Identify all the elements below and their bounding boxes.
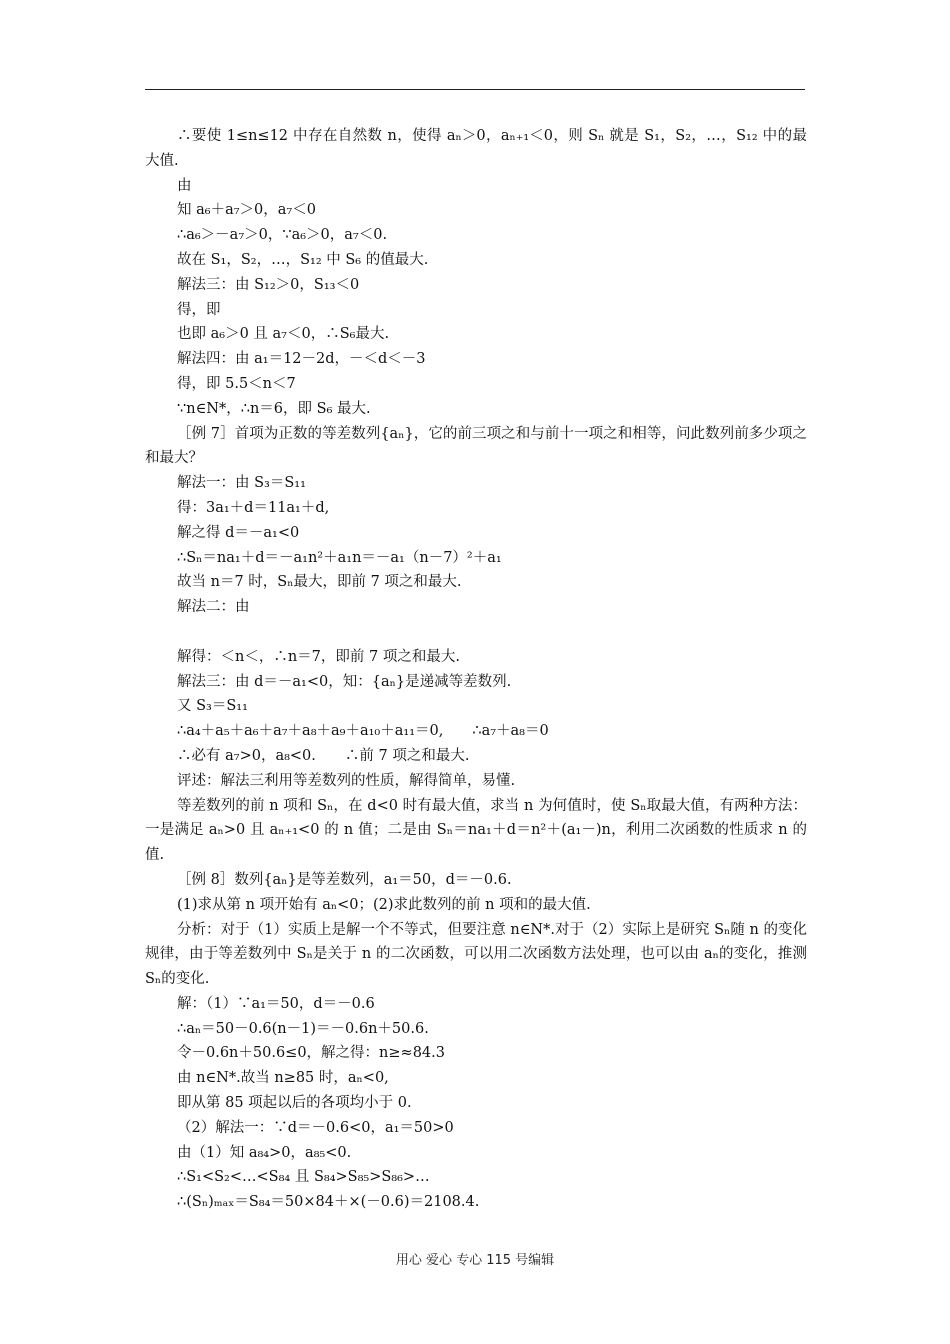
text-line: 由 n∈N*.故当 n≥85 时，aₙ<0, (177, 1070, 389, 1087)
text-line: ∴a₄＋a₅＋a₆＋a₇＋a₈＋a₉＋a₁₀＋a₁₁＝0, ∴a₇＋a₈＝0 (177, 723, 549, 740)
header-rule (145, 89, 805, 90)
text-line: （2）解法一：∵d＝－0.6<0，a₁＝50>0 (177, 1119, 454, 1136)
text-line: 知 a₆＋a₇＞0，a₇＜0 (177, 202, 316, 219)
text-line: 故在 S₁，S₂，…，S₁₂ 中 S₆ 的值最大. (177, 251, 429, 268)
text-line: 解：（1）∵a₁＝50，d＝－0.6 (177, 995, 375, 1012)
text-line: 得，即 (177, 301, 221, 318)
text-line: 解法三：由 S₁₂＞0，S₁₃＜0 (177, 276, 360, 293)
text-line: 解法二：由 (177, 599, 250, 616)
text-line: 评述：解法三利用等差数列的性质，解得简单，易懂. (177, 772, 516, 789)
text-line: 解得：＜n＜，∴n＝7，即前 7 项之和最大. (177, 648, 460, 665)
text-paragraph: 分析：对于（1）实质上是解一个不等式，但要注意 n∈N*.对于（2）实际上是研究 Sₙ随 n 的变化规律，由于等差数列中 Sₙ是关于 n 的二次函数，可以用二次函数方法处理，也可以由 aₙ的变化，推测 Sₙ的变化. (145, 921, 807, 988)
text-line: ∴aₙ＝50－0.6(n－1)＝－0.6n＋50.6. (177, 1020, 429, 1037)
text-line: ∴S₁<S₂<…<S₈₄ 且 S₈₄>S₈₅>S₈₆>… (177, 1169, 430, 1186)
text-line: 解法三：由 d＝－a₁<0，知：{aₙ}是递减等差数列. (177, 673, 512, 690)
text-line: ∵n∈N*，∴n＝6，即 S₆ 最大. (177, 400, 371, 417)
text-line: 也即 a₆＞0 且 a₇＜0，∴S₆最大. (177, 326, 390, 343)
text-line: 得，即 5.5＜n＜7 (177, 375, 296, 392)
text-line: (1)求从第 n 项开始有 aₙ<0；(2)求此数列的前 n 项和的最大值. (177, 896, 591, 913)
text-paragraph: 等差数列的前 n 项和 Sₙ，在 d<0 时有最大值，求当 n 为何值时，使 Sₙ取最大值，有两种方法：一是满足 aₙ>0 且 aₙ₊₁<0 的 n 值；二是由 Sₙ＝na₁＋d＝n²＋(a₁－)n，利用二次函数的性质求 n 的值. (145, 797, 807, 864)
text-line: 解法四：由 a₁＝12－2d，－＜d＜－3 (177, 351, 426, 368)
text-line: 令－0.6n＋50.6≤0，解之得：n≥≈84.3 (177, 1045, 445, 1062)
page-footer: 用心 爱心 专心 115 号编辑 (395, 1253, 555, 1268)
text-line: 故当 n＝7 时，Sₙ最大，即前 7 项之和最大. (177, 574, 462, 591)
text-line: 由（1）知 a₈₄>0，a₈₅<0. (177, 1144, 352, 1161)
text-line: ∴要使 1≤n≤12 中存在自然数 n，使得 aₙ＞0，aₙ₊₁＜0，则 Sₙ 就是 S₁，S₂，…，S₁₂ 中的最大值. (145, 128, 807, 169)
example-heading: ［例 8］数列{aₙ}是等差数列，a₁＝50，d＝－0.6. (177, 871, 512, 888)
example-heading: ［例 7］首项为正数的等差数列{aₙ}，它的前三项之和与前十一项之和相等，问此数列前多少项之和最大？ (145, 425, 807, 467)
text-line: ∴(Sₙ)ₘₐₓ＝S₈₄＝50×84＋×(－0.6)＝2108.4. (177, 1194, 480, 1211)
document-body (145, 124, 807, 1215)
text-line: 又 S₃＝S₁₁ (177, 698, 248, 715)
text-line: 即从第 85 项起以后的各项均小于 0. (177, 1095, 412, 1112)
text-line: 由 (177, 177, 192, 194)
text-line: ∴Sₙ＝na₁＋d＝－a₁n²＋a₁n＝－a₁（n－7）²＋a₁ (177, 549, 502, 566)
text-line: 解法一：由 S₃＝S₁₁ (177, 475, 306, 492)
text-line: 解之得 d＝－a₁<0 (177, 524, 300, 541)
text-line: 得：3a₁＋d＝11a₁＋d, (177, 499, 330, 516)
text-line: ∴必有 a₇>0，a₈<0. ∴前 7 项之和最大. (177, 747, 470, 764)
text-line: ∴a₆＞－a₇＞0，∵a₆＞0，a₇＜0. (177, 227, 388, 244)
blank-line (145, 620, 807, 645)
